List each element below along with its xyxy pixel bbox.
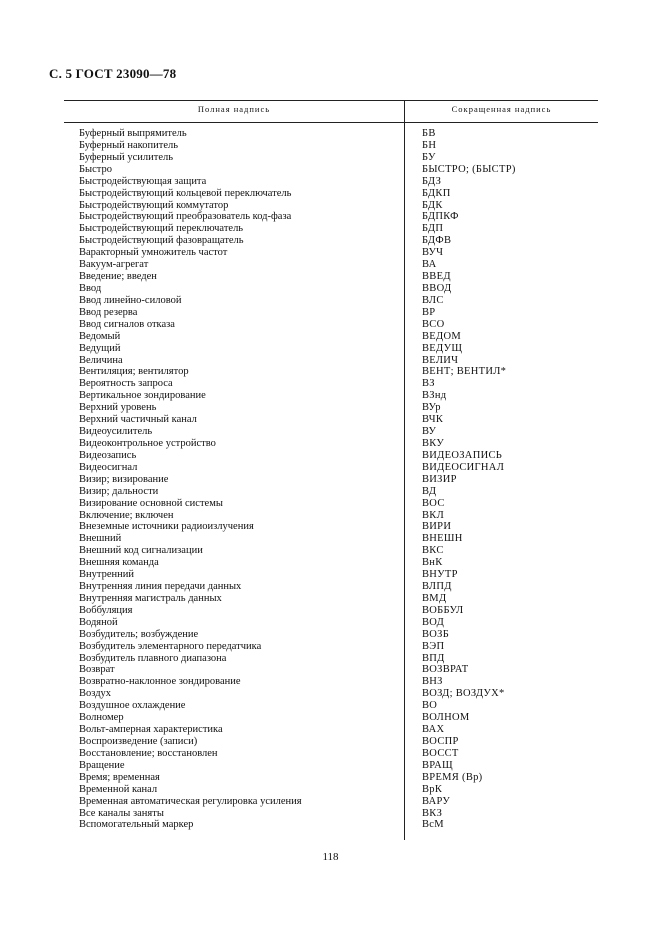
table-row: [64, 223, 598, 235]
full-name-cell: Варакторный умножитель частот: [79, 247, 228, 259]
abbreviation-cell: ВИДЕОСИГНАЛ: [422, 461, 505, 473]
abbreviation-cell: ВНЕШН: [422, 533, 463, 545]
abbreviation-cell: ВО: [422, 700, 438, 712]
table-row: [64, 569, 598, 581]
abbreviation-cell: ВД: [422, 485, 437, 497]
abbreviation-cell: БДЗ: [422, 175, 442, 187]
table-row: [64, 772, 598, 784]
table-row: [64, 414, 598, 426]
table-row: [64, 641, 598, 653]
table-row: [64, 176, 598, 188]
table-body: [64, 128, 598, 831]
abbreviation-cell: ВУр: [422, 402, 441, 414]
abbreviation-cell: БДКП: [422, 187, 451, 199]
table-row: [64, 331, 598, 343]
table-row: [64, 712, 598, 724]
full-name-cell: Верхний уровень: [79, 402, 157, 414]
full-name-cell: Буферный накопитель: [79, 139, 179, 151]
full-name-cell: Вращение: [79, 759, 125, 771]
full-name-cell: Ввод линейно-силовой: [79, 294, 182, 306]
full-name-cell: Быстродействующий коммутатор: [79, 199, 229, 211]
table-top-rule: [64, 100, 598, 101]
abbreviation-cell: БДФВ: [422, 235, 452, 247]
full-name-cell: Быстро: [79, 163, 112, 175]
full-name-cell: Внутренняя линия передачи данных: [79, 581, 242, 593]
page-number: 118: [322, 851, 339, 863]
full-name-cell: Возвратно-наклонное зондирование: [79, 676, 241, 688]
full-name-cell: Время; временная: [79, 771, 160, 783]
abbreviation-cell: ВКС: [422, 545, 444, 557]
abbreviation-cell: ВКЗ: [422, 807, 443, 819]
full-name-cell: Внеземные источники радиоизлучения: [79, 521, 254, 533]
full-name-cell: Внешний код сигнализации: [79, 545, 203, 557]
abbreviation-cell: ВИЗИР: [422, 473, 457, 485]
abbreviation-cell: ВАРУ: [422, 795, 451, 807]
full-name-cell: Возбудитель плавного диапазона: [79, 652, 227, 664]
table-row: [64, 319, 598, 331]
full-name-cell: Временной канал: [79, 783, 158, 795]
full-name-cell: Видеозапись: [79, 449, 137, 461]
full-name-cell: Вакуум-агрегат: [79, 259, 149, 271]
table-row: [64, 438, 598, 450]
table-row: [64, 808, 598, 820]
table-row: [64, 450, 598, 462]
table-row: [64, 819, 598, 831]
table-row: [64, 498, 598, 510]
abbreviation-cell: ВР: [422, 306, 436, 318]
abbreviation-cell: ВОЛНОМ: [422, 712, 470, 724]
table-row: [64, 259, 598, 271]
table-row: [64, 307, 598, 319]
full-name-cell: Ввод: [79, 282, 102, 294]
table-row: [64, 593, 598, 605]
full-name-cell: Видеосигнал: [79, 461, 138, 473]
abbreviation-cell: ВУЧ: [422, 247, 444, 259]
abbreviation-cell: ВА: [422, 259, 437, 271]
abbreviation-cell: ВКУ: [422, 437, 445, 449]
full-name-cell: Вольт-амперная характеристика: [79, 724, 223, 736]
table-row: [64, 486, 598, 498]
full-name-cell: Воздух: [79, 688, 112, 700]
abbreviation-cell: ВсМ: [422, 819, 444, 831]
table-row: [64, 724, 598, 736]
abbreviation-cell: ВрК: [422, 783, 443, 795]
full-name-cell: Верхний частичный канал: [79, 414, 197, 426]
table-row: [64, 343, 598, 355]
column-header-abbreviation: Сокращенная надпись: [451, 104, 552, 114]
full-name-cell: Визир; дальности: [79, 485, 159, 497]
full-name-cell: Видеоконтрольное устройство: [79, 437, 216, 449]
table-row: [64, 462, 598, 474]
full-name-cell: Внутренняя магистраль данных: [79, 592, 222, 604]
abbreviation-cell: БН: [422, 139, 437, 151]
abbreviation-cell: ВИРИ: [422, 521, 452, 533]
table-row: [64, 402, 598, 414]
abbreviation-cell: ВИДЕОЗАПИСЬ: [422, 449, 503, 461]
table-row: [64, 355, 598, 367]
full-name-cell: Быстродействующая защита: [79, 175, 207, 187]
table-row: [64, 271, 598, 283]
table-row: [64, 283, 598, 295]
abbreviation-cell: ВУ: [422, 426, 437, 438]
abbreviation-cell: ВКЛ: [422, 509, 445, 521]
full-name-cell: Все каналы заняты: [79, 807, 164, 819]
table-row: [64, 784, 598, 796]
table-row: [64, 581, 598, 593]
table-row: [64, 760, 598, 772]
table-row: [64, 295, 598, 307]
abbreviation-cell: ВЧК: [422, 414, 444, 426]
abbreviation-cell: БВ: [422, 128, 436, 139]
table-row: [64, 128, 598, 140]
full-name-cell: Визир; визирование: [79, 473, 169, 485]
abbreviation-cell: ВЛПД: [422, 581, 452, 593]
table-row: [64, 796, 598, 808]
table-row: [64, 676, 598, 688]
table-row: [64, 533, 598, 545]
table-row: [64, 200, 598, 212]
abbreviation-cell: ВОСПР: [422, 736, 459, 748]
full-name-cell: Быстродействующий фазовращатель: [79, 235, 244, 247]
table-row: [64, 617, 598, 629]
abbreviation-cell: ВОД: [422, 616, 445, 628]
abbreviation-cell: ВПД: [422, 652, 445, 664]
abbreviation-cell: ВЗнд: [422, 390, 447, 402]
full-name-cell: Введение; введен: [79, 271, 157, 283]
abbreviation-cell: ВЕНТ; ВЕНТИЛ*: [422, 366, 507, 378]
table-row: [64, 366, 598, 378]
table-header-rule: [64, 122, 598, 123]
table-row: [64, 557, 598, 569]
abbreviation-cell: ВОС: [422, 497, 445, 509]
column-header-full: Полная надпись: [197, 104, 271, 114]
full-name-cell: Видеоусилитель: [79, 426, 153, 438]
full-name-cell: Воббуляция: [79, 604, 133, 616]
abbreviation-table: [64, 100, 598, 840]
full-name-cell: Быстродействующий преобразователь код-фаза: [79, 211, 292, 223]
abbreviation-cell: ВВОД: [422, 282, 452, 294]
abbreviation-cell: ВНЗ: [422, 676, 443, 688]
full-name-cell: Вероятность запроса: [79, 378, 173, 390]
full-name-cell: Внешняя команда: [79, 557, 159, 569]
table-row: [64, 426, 598, 438]
full-name-cell: Вентиляция; вентилятор: [79, 366, 189, 378]
full-name-cell: Возбудитель элементарного передатчика: [79, 640, 262, 652]
abbreviation-cell: БДК: [422, 199, 443, 211]
full-name-cell: Ведущий: [79, 342, 121, 354]
full-name-cell: Ведомый: [79, 330, 121, 342]
full-name-cell: Буферный усилитель: [79, 151, 174, 163]
full-name-cell: Волномер: [79, 712, 124, 724]
abbreviation-cell: ВЗ: [422, 378, 435, 390]
table-row: [64, 152, 598, 164]
table-row: [64, 545, 598, 557]
table-row: [64, 474, 598, 486]
table-row: [64, 188, 598, 200]
abbreviation-cell: БУ: [422, 151, 436, 163]
table-row: [64, 736, 598, 748]
table-row: [64, 748, 598, 760]
full-name-cell: Возбудитель; возбуждение: [79, 628, 199, 640]
abbreviation-cell: ВРЕМЯ (Вр): [422, 771, 483, 783]
abbreviation-cell: ВОЗБ: [422, 628, 450, 640]
table-row: [64, 521, 598, 533]
table-row: [64, 605, 598, 617]
table-row: [64, 629, 598, 641]
abbreviation-cell: БДПКФ: [422, 211, 459, 223]
abbreviation-cell: ВЕДУЩ: [422, 342, 463, 354]
abbreviation-cell: ВВЕД: [422, 271, 451, 283]
abbreviation-cell: ВСО: [422, 318, 445, 330]
table-row: [64, 664, 598, 676]
table-row: [64, 688, 598, 700]
abbreviation-cell: ВОЗВРАТ: [422, 664, 469, 676]
table-row: [64, 653, 598, 665]
full-name-cell: Визирование основной системы: [79, 497, 223, 509]
full-name-cell: Вертикальное зондирование: [79, 390, 206, 402]
table-row: [64, 235, 598, 247]
table-row: [64, 700, 598, 712]
table-row: [64, 140, 598, 152]
abbreviation-cell: ВЕЛИЧ: [422, 354, 459, 366]
abbreviation-cell: ВЕДОМ: [422, 330, 461, 342]
abbreviation-cell: БДП: [422, 223, 444, 235]
table-row: [64, 247, 598, 259]
full-name-cell: Включение; включен: [79, 509, 174, 521]
abbreviation-cell: БЫСТРО; (БЫСТР): [422, 163, 516, 175]
abbreviation-cell: ВНУТР: [422, 569, 458, 581]
table-row: [64, 390, 598, 402]
full-name-cell: Быстродействующий переключатель: [79, 223, 244, 235]
full-name-cell: Возврат: [79, 664, 115, 676]
full-name-cell: Ввод резерва: [79, 306, 138, 318]
full-name-cell: Восстановление; восстановлен: [79, 747, 218, 759]
table-row: [64, 211, 598, 223]
table-row: [64, 510, 598, 522]
abbreviation-cell: ВнК: [422, 557, 443, 569]
abbreviation-cell: ВЛС: [422, 294, 444, 306]
full-name-cell: Воздушное охлаждение: [79, 700, 186, 712]
table-row: [64, 378, 598, 390]
full-name-cell: Вспомогательный маркер: [79, 819, 194, 831]
full-name-cell: Воспроизведение (записи): [79, 736, 198, 748]
table-row: [64, 164, 598, 176]
abbreviation-cell: ВОЗД; ВОЗДУХ*: [422, 688, 505, 700]
abbreviation-cell: ВАХ: [422, 724, 445, 736]
full-name-cell: Внутренний: [79, 569, 134, 581]
full-name-cell: Быстродействующий кольцевой переключатель: [79, 187, 292, 199]
abbreviation-cell: ВОССТ: [422, 747, 459, 759]
page-header: С. 5 ГОСТ 23090—78: [49, 66, 177, 81]
abbreviation-cell: ВОББУЛ: [422, 604, 464, 616]
full-name-cell: Внешний: [79, 533, 122, 545]
full-name-cell: Ввод сигналов отказа: [79, 318, 175, 330]
abbreviation-cell: ВРАЩ: [422, 759, 453, 771]
abbreviation-cell: ВМД: [422, 592, 447, 604]
full-name-cell: Буферный выпрямитель: [79, 128, 187, 139]
full-name-cell: Величина: [79, 354, 123, 366]
abbreviation-cell: ВЭП: [422, 640, 445, 652]
full-name-cell: Временная автоматическая регулировка усиления: [79, 795, 302, 807]
full-name-cell: Водяной: [79, 616, 118, 628]
